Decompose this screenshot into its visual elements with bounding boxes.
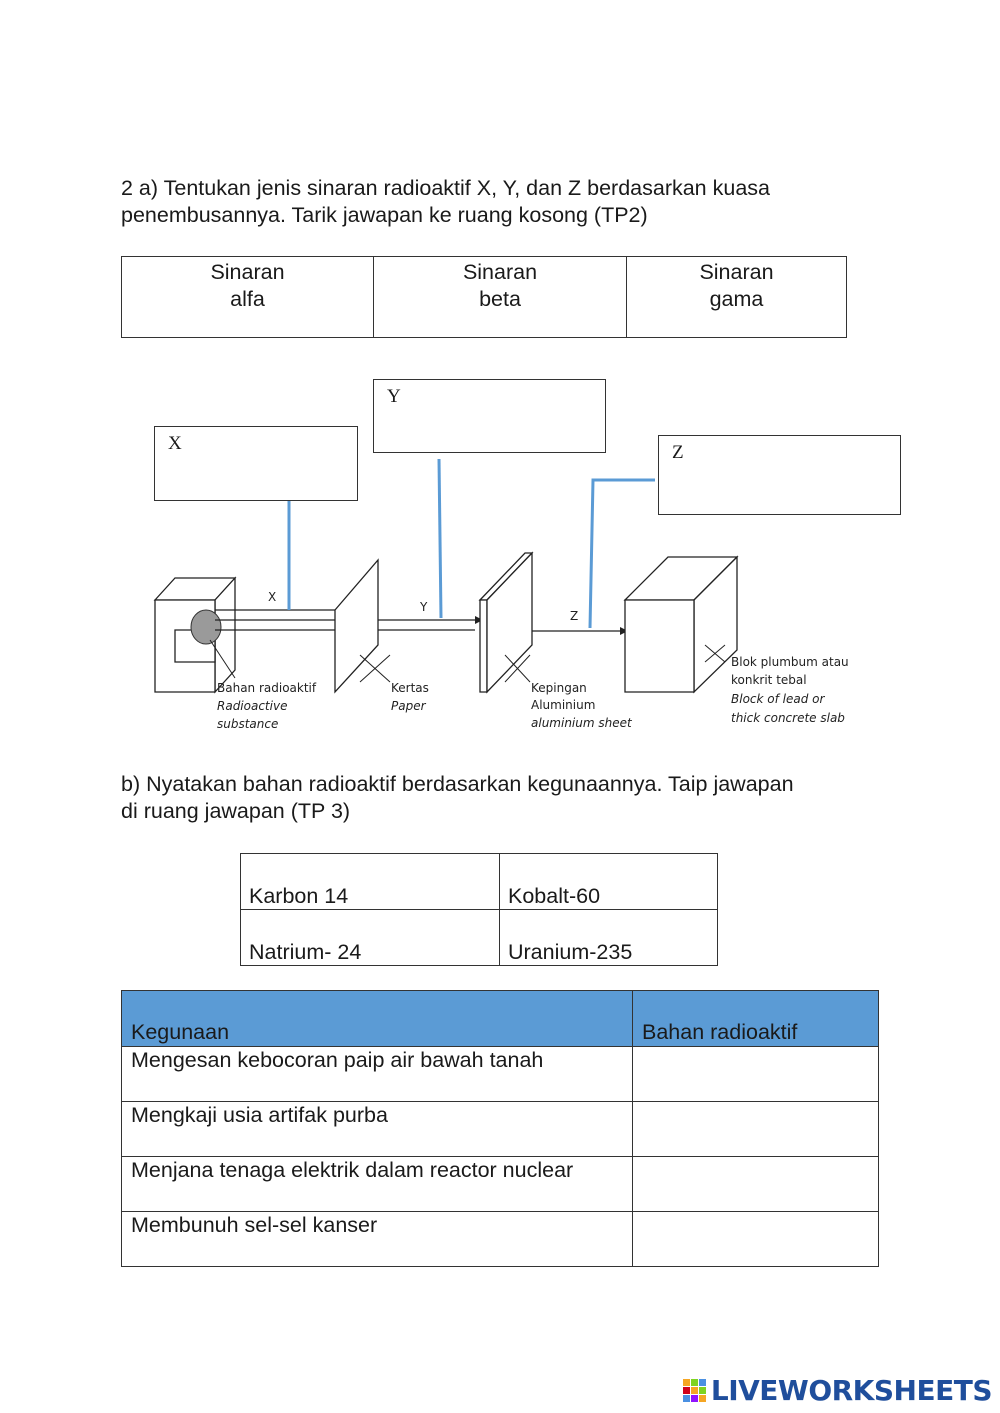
lead-label-en-1: Block of lead or <box>731 692 825 706</box>
answer-box-x[interactable] <box>154 426 358 501</box>
answer-input-cell[interactable] <box>633 1212 879 1267</box>
aluminium-label-en: aluminium sheet <box>531 716 632 730</box>
question-b-line-2: di ruang jawapan (TP 3) <box>121 799 351 823</box>
table-row <box>122 1102 879 1157</box>
substance-uranium: Uranium-235 <box>500 910 718 966</box>
option-gamma[interactable] <box>627 257 847 338</box>
aluminium-sheet <box>480 553 532 692</box>
lead-label-en-2: thick concrete slab <box>731 711 845 725</box>
logo-icon <box>683 1379 707 1403</box>
use-cell: Mengkaji usia artifak purba <box>122 1102 633 1157</box>
use-cell: Menjana tenaga elektrik dalam reactor nuclear <box>122 1157 633 1212</box>
answer-box-y-label: Y <box>387 386 401 407</box>
uses-table <box>121 990 879 1267</box>
question-a-text <box>121 175 881 229</box>
question-b-line-1: b) Nyatakan bahan radioaktif berdasarkan kegunaannya. Taip jawapan <box>121 772 794 796</box>
answer-box-x-label: X <box>168 433 182 454</box>
substance-header: Bahan radioaktif <box>633 991 879 1047</box>
uses-header: Kegunaan <box>122 991 633 1047</box>
answer-box-z[interactable] <box>658 435 901 515</box>
rays <box>215 610 620 631</box>
substance-sodium: Natrium- 24 <box>241 910 500 966</box>
table-row <box>122 1047 879 1102</box>
paper-label-ms: Kertas <box>391 681 429 695</box>
lead-block <box>625 557 737 692</box>
option-alpha-line-2: alfa <box>230 287 265 311</box>
table-row <box>122 1212 879 1267</box>
answer-input-cell[interactable] <box>633 1047 879 1102</box>
option-beta[interactable] <box>374 257 627 338</box>
table-row <box>122 1157 879 1212</box>
lead-label-ms-1: Blok plumbum atau <box>731 655 849 669</box>
source-label-en-2: substance <box>217 717 279 731</box>
substance-carbon: Karbon 14 <box>241 854 500 910</box>
lead-label-ms-2: konkrit tebal <box>731 673 807 687</box>
question-a-line-1: 2 a) Tentukan jenis sinaran radioaktif X, Y, dan Z berdasarkan kuasa <box>121 176 770 200</box>
option-alpha[interactable] <box>122 257 374 338</box>
ray-x-label: X <box>268 590 277 604</box>
question-a-line-2: penembusannya. Tarik jawapan ke ruang kosong (TP2) <box>121 203 648 227</box>
substances-table <box>240 853 718 966</box>
use-cell: Mengesan kebocoran paip air bawah tanah <box>122 1047 633 1102</box>
brand-logo <box>683 1374 992 1407</box>
paper-label-en: Paper <box>391 699 426 713</box>
answer-input-cell[interactable] <box>633 1102 879 1157</box>
question-b-text <box>121 771 881 825</box>
brand-text: LIVEWORKSHEETS <box>710 1374 992 1407</box>
source-label-en-1: Radioactive <box>217 699 288 713</box>
source-label-ms: Bahan radioaktif <box>217 681 317 695</box>
answer-box-z-label: Z <box>672 442 684 463</box>
radioactive-source-icon <box>191 610 221 644</box>
option-beta-line-1: Sinaran <box>462 260 538 284</box>
aluminium-label-ms-1: Kepingan <box>531 681 587 695</box>
option-beta-line-2: beta <box>479 287 521 311</box>
aluminium-label-ms-2: Aluminium <box>531 698 596 712</box>
option-gamma-line-2: gama <box>709 287 764 311</box>
ray-y-label: Y <box>420 600 428 614</box>
substance-cobalt: Kobalt-60 <box>500 854 718 910</box>
ray-z-label: Z <box>570 609 579 623</box>
options-table-a <box>121 256 847 338</box>
answer-input-cell[interactable] <box>633 1157 879 1212</box>
option-alpha-line-1: Sinaran <box>210 260 285 284</box>
use-cell: Membunuh sel-sel kanser <box>122 1212 633 1267</box>
option-gamma-line-1: Sinaran <box>699 260 774 284</box>
answer-box-y[interactable] <box>373 379 606 453</box>
